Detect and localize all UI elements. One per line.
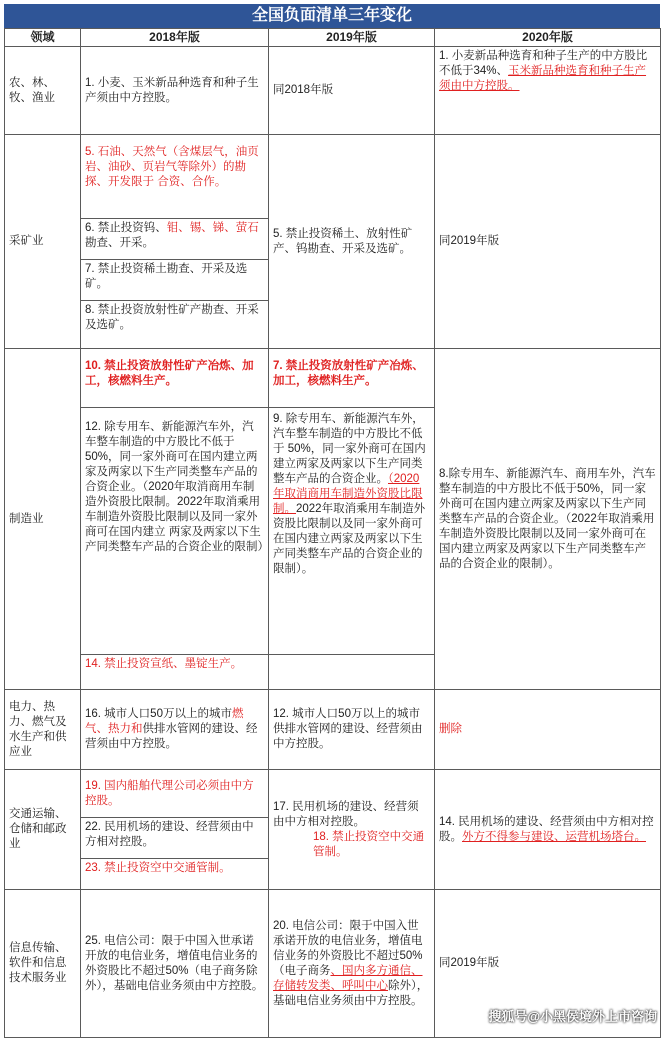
header-2019: 2019年版 (269, 29, 435, 47)
manufacturing-2019-empty (269, 655, 434, 689)
header-field: 领域 (5, 29, 81, 47)
it-2020: 同2019年版 (435, 890, 661, 1038)
manufacturing-2018-item10: 10. 禁止投资放射性矿产冶炼、加工，核燃料生产。 (81, 349, 268, 408)
manufacturing-2020: 8.除专用车、新能源汽车、商用车外，汽车整车制造的中方股比不低于50%，同一家外商可在国内建立两家及两家以下生产同类整车产品的合资企业。（2022年取消乘用车制造外资股比限制以及同一家外商可在国内建立两家及两家以下生产同类整车产品的合资企业的限制）。 (435, 349, 661, 690)
manufacturing-2018-item14: 14. 禁止投资宣纸、墨锭生产。 (85, 658, 243, 670)
row-transport (5, 770, 661, 890)
it-2019: 20. 电信公司：限于中国入世承诺开放的电信业务，增值电信业务的外资股比不超过50%（电子商务、国内多方通信、存储转发类、呼叫中心除外），基础电信业务须由中方控股。 (269, 890, 435, 1038)
agri-2018: 1. 小麦、玉米新品种选育和种子生产须由中方控股。 (81, 47, 269, 135)
manufacturing-2018-item12: 12. 除专用车、新能源汽车外，汽车整车制造的中方股比不低于 50%，同一家外商可在国内建立两家及两家以下生产同类整车产品的合资企业。（2020年取消商用车制造外资股比限制。2022年取消乘用车制造外资股比限制以及同一家外商可在国内建立 两家及两家以下生产同类整车产品的合资企业的限制） (81, 408, 268, 655)
power-2020: 删除 (435, 690, 661, 770)
agri-2020 (435, 47, 661, 135)
transport-2018-item23: 23. 禁止投资空中交通管制。 (85, 861, 231, 874)
power-2018: 16. 城市人口50万以上的城市燃气、热力和供排水管网的建设、经营须由中方控股。 (81, 690, 269, 770)
transport-2018 (81, 770, 269, 890)
mining-2019: 5. 禁止投资稀土、放射性矿产、钨勘查、开采及选矿。 (269, 135, 435, 349)
manufacturing-2019-item7: 7. 禁止投资放射性矿产冶炼、加工，核燃料生产。 (269, 349, 434, 408)
agri-2019: 同2018年版 (269, 47, 435, 135)
watermark: 搜狐号@小黑侯境外上市咨询 (488, 1009, 657, 1024)
mining-2018 (81, 135, 269, 349)
transport-2018-item22: 22. 民用机场的建设、经营须由中方相对控股。 (81, 818, 268, 859)
header-2018: 2018年版 (81, 29, 269, 47)
manufacturing-2019-item9: 9. 除专用车、新能源汽车外，汽车整车制造的中方股比不低于 50%，同一家外商可在国内建立两家及两家以下生产同类整车产品的合资企业。（2020年取消商用车制造外资股比限制。2022年取消乘用车制造外资股比限制以及同一家外商可在国内建立两家及两家以下生产同类整车产品的合资企业的限制）。 (269, 408, 434, 655)
power-2019: 12. 城市人口50万以上的城市供排水管网的建设、经营须由中方控股。 (269, 690, 435, 770)
header-row (5, 29, 661, 47)
it-2018: 25. 电信公司：限于中国入世承诺开放的电信业务，增值电信业务的外资股比不超过50%（电子商务除外），基础电信业务须由中方控股。 (81, 890, 269, 1038)
transport-2019 (269, 770, 435, 890)
manufacturing-2018 (81, 349, 269, 690)
header-2020: 2020年版 (435, 29, 661, 47)
comparison-table (4, 28, 661, 1038)
field-agri: 农、林、牧、渔业 (5, 47, 81, 135)
agri-2020-text: 1. 小麦新品种选育和种子生产的中方股比不低于34%、 (439, 50, 648, 77)
transport-2018-item19: 19. 国内船舶代理公司必须由中方控股。 (81, 777, 268, 818)
transport-2019-item17: 17. 民用机场的建设、经营须由中方相对控股。 (273, 800, 419, 828)
field-mining: 采矿业 (5, 135, 81, 349)
transport-2020: 14. 民用机场的建设、经营须由中方相对控股。外方不得参与建设、运营机场塔台。 (435, 770, 661, 890)
field-manufacturing: 制造业 (5, 349, 81, 690)
field-transport: 交通运输、仓储和邮政业 (5, 770, 81, 890)
mining-2020: 同2019年版 (435, 135, 661, 349)
field-it: 信息传输、软件和信息技术服务业 (5, 890, 81, 1038)
row-power (5, 690, 661, 770)
mining-2018-item7: 7. 禁止投资稀土勘查、开采及选矿。 (81, 260, 268, 301)
transport-2019-item18: 18. 禁止投资空中交通管制。 (313, 830, 425, 858)
page-title: 全国负面清单三年变化 (4, 4, 660, 28)
agri-2020-change: 玉米新品种选育和种子生产须由中方控股。 (439, 65, 647, 92)
mining-2018-item5: 5. 石油、天然气（含煤层气，油页岩、油砂、页岩气等除外）的勘探、开发限于 合资、合作。 (81, 143, 268, 219)
row-manufacturing (5, 349, 661, 690)
field-power: 电力、热力、燃气及水生产和供应业 (5, 690, 81, 770)
manufacturing-2019 (269, 349, 435, 690)
row-agri (5, 47, 661, 135)
mining-2018-item8: 8. 禁止投资放射性矿产勘查、开采及选矿。 (85, 303, 259, 331)
row-mining (5, 135, 661, 349)
mining-2018-item6: 6. 禁止投资钨、钼、锡、锑、萤石勘查、开采。 (81, 219, 268, 260)
